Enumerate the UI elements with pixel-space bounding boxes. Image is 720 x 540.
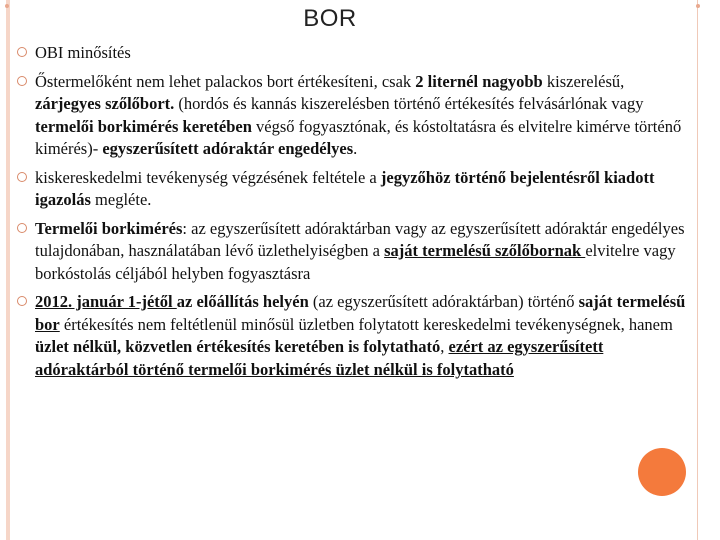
text-segment: ezért az egyszerűsített adóraktárból történő termelői borkimérés üzlet nélkül is folytatható bbox=[35, 337, 604, 379]
right-frame-line bbox=[697, 0, 698, 540]
bullet-icon bbox=[17, 172, 27, 182]
bullet-icon bbox=[17, 47, 27, 57]
slide-title: BOR bbox=[303, 5, 357, 32]
text-segment: : az egyszerűsített adóraktárban vagy az egyszerűsített adóraktár engedélyes tulajdonában, használatában lévő üzlethelyiségben a bbox=[35, 218, 685, 260]
text-segment: üzlet nélkül, közvetlen értékesítés keretében is folytatható bbox=[35, 337, 441, 356]
text-segment: , bbox=[440, 337, 449, 356]
text-segment: elvitelre vagy borkóstolás céljából helyben fogyasztásra bbox=[35, 241, 676, 283]
text-segment: bor bbox=[35, 314, 60, 334]
text-segment: termelői borkimérés keretében bbox=[35, 116, 252, 136]
text-segment: megléte. bbox=[90, 190, 152, 209]
bullet-item bbox=[14, 291, 694, 381]
text-segment: saját termelésű bbox=[578, 292, 686, 311]
bullet-item bbox=[14, 218, 694, 286]
text-segment: zárjegyes szőlőbort. bbox=[35, 94, 175, 113]
frame-dot bbox=[696, 4, 700, 8]
text-segment: 2 liternél nagyobb bbox=[415, 71, 543, 91]
text-segment: (az egyszerűsített adóraktárban) történő bbox=[308, 292, 579, 311]
left-frame-line bbox=[6, 0, 10, 540]
bullet-item bbox=[14, 167, 694, 212]
bullet-item bbox=[14, 71, 694, 161]
bullet-list bbox=[14, 42, 694, 387]
bullet-icon bbox=[17, 76, 27, 86]
text-segment: az előállítás helyén bbox=[176, 292, 309, 311]
bullet-icon bbox=[17, 296, 27, 306]
decorative-circle bbox=[638, 448, 686, 496]
text-segment: egyszerűsített adóraktár engedélyes bbox=[102, 139, 354, 158]
text-segment: végső fogyasztónak, és kóstoltatásra és elvitelre kimérve történő kimérés)- bbox=[35, 116, 682, 158]
text-segment: (hordós és kannás kiszerelésben történő értékesítés felvásárlónak vagy bbox=[174, 94, 644, 113]
text-segment: Termelői borkimérés bbox=[35, 218, 183, 238]
bullet-text bbox=[35, 291, 694, 381]
text-segment: saját termelésű szőlőbornak bbox=[384, 241, 586, 260]
text-segment: jegyzőhöz történő bejelentésről kiadott igazolás bbox=[35, 167, 655, 209]
text-segment: OBI minősítés bbox=[35, 43, 131, 62]
bullet-text bbox=[35, 71, 694, 161]
bullet-item bbox=[14, 42, 694, 65]
bullet-icon bbox=[17, 223, 27, 233]
text-segment: . bbox=[353, 139, 358, 158]
bullet-text bbox=[35, 167, 694, 212]
text-segment: 2012. január 1-jétől bbox=[35, 292, 177, 311]
text-segment: kiszerelésű, bbox=[542, 71, 625, 91]
text-segment: kiskereskedelmi tevékenység végzésének feltétele a bbox=[35, 167, 381, 187]
text-segment: Őstermelőként nem lehet palackos bort értékesíteni, csak bbox=[35, 71, 416, 91]
text-segment: értékesítés nem feltétlenül minősül üzletben folytatott kereskedelmi tevékenységnek, hanem bbox=[59, 314, 673, 334]
bullet-text bbox=[35, 42, 131, 65]
bullet-text bbox=[35, 218, 694, 286]
